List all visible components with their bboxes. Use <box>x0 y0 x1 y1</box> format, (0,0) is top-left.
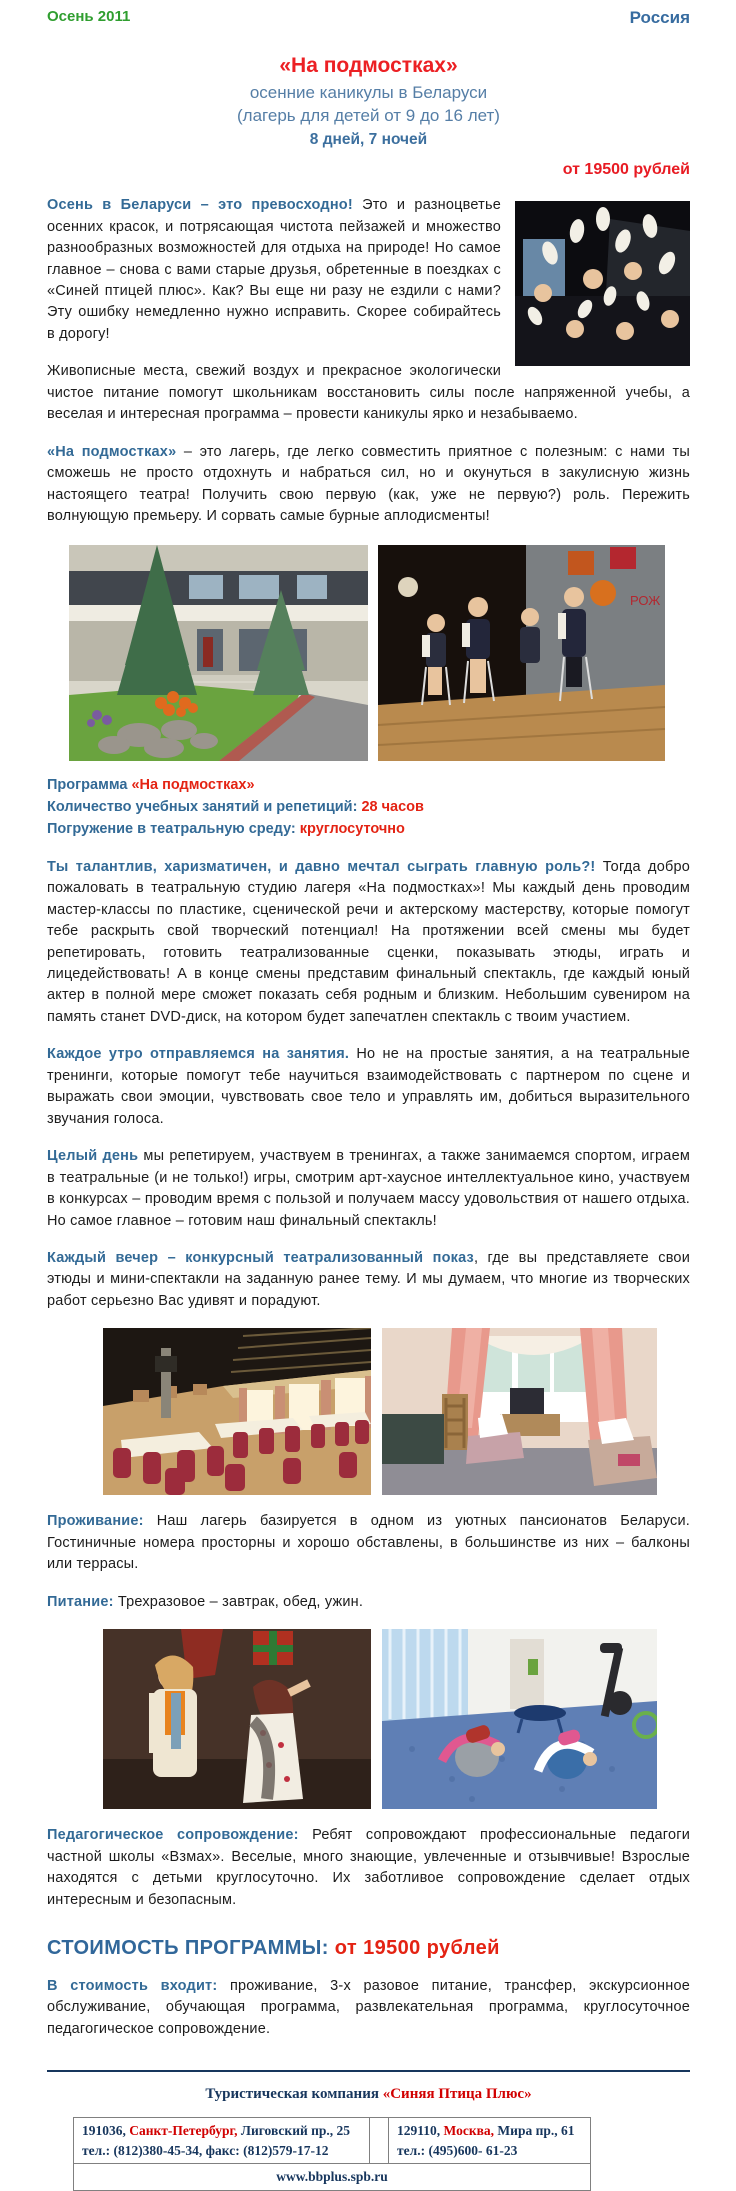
studio-paragraph <box>47 857 690 1029</box>
includes-paragraph <box>47 1976 690 2040</box>
day-paragraph <box>47 1146 690 1232</box>
page-title: «На подмостках» <box>279 54 458 77</box>
table-gap-cell <box>370 2118 389 2164</box>
paragraph-lead: Каждое утро отправляемся на занятия. <box>47 1046 350 1063</box>
paragraph-text: Но не на простые занятия, а на театральные тренинги, которые помогут тебе научиться взаимодействовать с партнером по сцене и выражать свои эмоции, чувствовать свое тело и управлять им, добиться выразительного звучания голоса. <box>47 1046 690 1127</box>
program-value: круглосуточно <box>299 820 405 837</box>
country-label: Россия <box>629 8 690 27</box>
office-spb-phone: тел.: (812)380-45-34, факс: (812)579-17-12 <box>82 2142 329 2158</box>
title-block <box>47 52 690 151</box>
paragraph-text: проживание, 3-х разовое питание, трансфер, экскурсионное обслуживание, обучающая программа, развлекательная программа, круглосуточное педагогическое сопровождение. <box>47 1977 690 2037</box>
svg-text:РОЖ: РОЖ <box>630 593 661 609</box>
paragraph-text: Живописные места, свежий воздух и прекрасное экологически чистое питание помогут школьникам восстановить силы после напряженной учебы, а веселая и интересная программа – провести каникулы ярко и незабываемо. <box>47 363 690 423</box>
top-bar <box>47 8 690 28</box>
hotel-room-photo <box>382 1328 657 1495</box>
paragraph-text: Тогда добро пожаловать в театральную студию лагеря «На подмостках»! Мы каждый день проводим мастер-классы по пластике, сценической речи и актерскому мастерству, которые помогут тебе раскрыть свой творческий потенциал! На протяжении всей смены мы будет репетировать, готовить театрализованные сценки, показывать этюды, играть и лицедействовать! А в конце смены представим финальный спектакль, где каждый юный актер в полной мере сможет показать себя родным и близким. Небольшим сувениром на память станет DVD-диск, на котором будет запечатлен спектакль с твоим участием. <box>47 858 690 1025</box>
camp-description-paragraph <box>47 442 690 528</box>
paragraph-lead: В стоимость входит: <box>47 1977 218 1994</box>
program-value: «На подмостках» <box>131 777 255 794</box>
program-label: Количество учебных занятий и репетиций: <box>47 799 362 816</box>
city: Москва, <box>440 2123 495 2139</box>
program-block <box>47 775 690 840</box>
company-label: Туристическая компания <box>205 2086 379 2103</box>
paragraph-lead: Целый день <box>47 1148 139 1165</box>
paragraph-lead: Педагогическое сопровождение: <box>47 1827 299 1844</box>
dining-hall-photo <box>103 1328 371 1495</box>
website-text: www.bbplus.spb.ru <box>276 2169 388 2185</box>
price-heading-value: от 19500 рублей <box>328 1936 500 1959</box>
office-msk-phone: тел.: (495)600- 61-23 <box>397 2142 518 2158</box>
paragraph-text: , где вы представляете свои этюды и мини-спектакли на заданную ранее тему. И мы думаем, что многие из творческих работ серьезно Вас удивят и порадуют. <box>47 1249 691 1309</box>
footer <box>47 2070 690 2191</box>
price-tag-top: от 19500 рублей <box>562 161 690 179</box>
evening-paragraph <box>47 1248 690 1312</box>
paragraph-text: – это лагерь, где легко совместить приятное с полезным: с нами ты сможешь не просто отдохнуть и набраться сил, но и окунуться в закулисную жизнь настоящего театра! Получить свою первую (как, уже не первую?) роль. Пережить волнующую премьеру. И сорвать самые бурные аплодисменты! <box>47 443 690 525</box>
office-spb-cell <box>74 2118 370 2164</box>
subtitle-ages: (лагерь для детей от 9 до 16 лет) <box>237 106 500 126</box>
paragraph-text: Ребят сопровождают профессиональные педагоги частной школы «Взмах». Веселые, много знающие, увлеченные и отзывчивые! Взрослые находятся с детьми круглосуточно. Их заботливое сопровождение сделает отдых интересным и безопасным. <box>47 1827 690 1908</box>
street: Мира пр., 61 <box>494 2123 575 2139</box>
pedagogy-paragraph <box>47 1825 690 1911</box>
program-label: Программа <box>47 777 132 794</box>
paragraph-text: Трехразовое – завтрак, обед, ужин. <box>113 1593 364 1610</box>
costume-show-photo <box>103 1629 371 1809</box>
paragraph-text: Это и разноцветье осенних красок, и потрясающая чистота пейзажей и множество разнообразных возможностей для отдыха на природе! Но самое главное – снова с вами старые друзья, обретенные в поездках с «Синей птицей плюс». Как? Вы еще ни разу не ездили с нами? Эту ошибку немедленно нужно исправить. Скорее собирайтесь в дорогу! <box>47 197 502 342</box>
meals-paragraph <box>47 1592 690 1613</box>
photo-row-3 <box>103 1629 690 1809</box>
paragraph-lead: Каждый вечер – конкурсный театрализованный показ <box>47 1249 474 1266</box>
program-line <box>47 775 690 797</box>
fitness-room-photo <box>382 1629 657 1809</box>
paragraph-lead: Проживание: <box>47 1513 144 1530</box>
paragraph-text: мы репетируем, участвуем в тренингах, а также занимаемся спортом, играем в театральные (и не только!) игры, смотрим арт-хаусное интеллектуальное кино, участвуем в конкурсах – проводим время с пользой и получаем массу удовольствия от нашего отдыха. Но самое главное – готовим наш финальный спектакль! <box>47 1148 691 1229</box>
zip: 191036, <box>82 2123 126 2139</box>
stage-performance-photo <box>378 545 665 761</box>
price-heading-label: СТОИМОСТЬ ПРОГРАММЫ: <box>47 1936 329 1959</box>
theater-gloves-photo <box>515 201 690 366</box>
program-line <box>47 819 690 841</box>
street: Лиговский пр., 25 <box>237 2123 351 2139</box>
website-cell <box>74 2164 591 2191</box>
intro-section <box>47 195 690 426</box>
paragraph-lead: Питание: <box>47 1593 114 1610</box>
office-msk-cell <box>389 2118 591 2164</box>
city: Санкт-Петербург, <box>125 2123 238 2139</box>
company-name: «Синяя Птица Плюс» <box>378 2086 532 2103</box>
subtitle-location: осенние каникулы в Беларуси <box>249 83 488 103</box>
footer-divider <box>47 2070 690 2072</box>
program-value: 28 часов <box>361 799 424 816</box>
price-heading <box>47 1937 690 1960</box>
accommodation-paragraph <box>47 1511 690 1575</box>
morning-paragraph <box>47 1044 690 1130</box>
office-spb-address <box>82 2121 361 2141</box>
paragraph-lead: Ты талантлив, харизматичен, и давно мечтал сыграть главную роль?! <box>47 858 596 875</box>
season-label: Осень 2011 <box>47 8 131 25</box>
intro-paragraph <box>47 361 690 425</box>
pension-building-photo <box>69 545 368 761</box>
paragraph-lead: «На подмостках» <box>47 443 177 460</box>
paragraph-lead: Осень в Беларуси – это превосходно! <box>47 197 353 214</box>
zip: 129110, <box>397 2123 441 2139</box>
office-msk-address <box>397 2121 582 2141</box>
paragraph-text: Наш лагерь базируется в одном из уютных пансионатов Беларуси. Гостиничные номера просторны и хорошо обставлены, в большинстве из них – балконы или террасы. <box>47 1513 690 1573</box>
photo-row-1 <box>69 545 690 761</box>
company-line <box>47 2086 690 2103</box>
photo-row-2 <box>103 1328 690 1495</box>
contacts-table <box>73 2117 591 2191</box>
program-label: Погружение в театральную среду: <box>47 820 300 837</box>
program-line <box>47 797 690 819</box>
duration-label: 8 дней, 7 ночей <box>309 131 428 149</box>
